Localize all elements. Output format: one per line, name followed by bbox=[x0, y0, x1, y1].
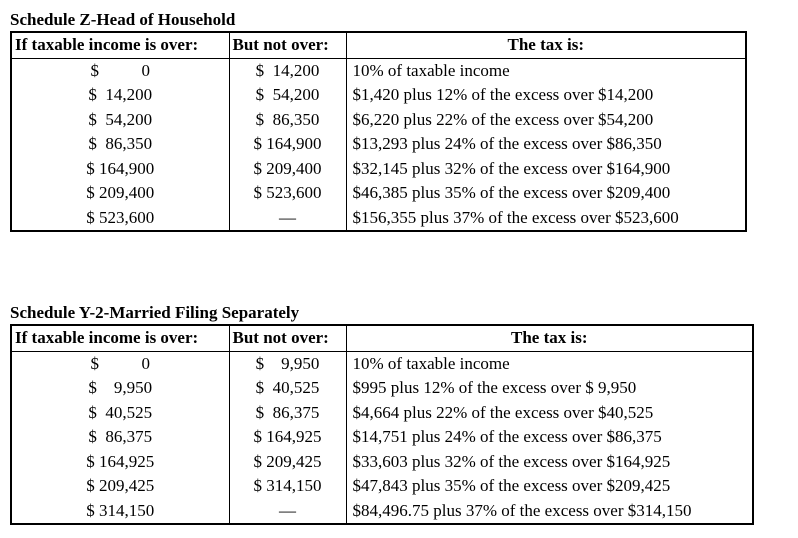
table-row bbox=[11, 83, 746, 108]
header-tax: The tax is: bbox=[346, 32, 746, 58]
cell-over: $ 54,200 bbox=[11, 108, 229, 133]
cell-over: $ 0 bbox=[11, 351, 229, 376]
table-row bbox=[11, 425, 753, 450]
cell-tax: $32,145 plus 32% of the excess over $164,900 bbox=[346, 157, 746, 182]
cell-tax: $33,603 plus 32% of the excess over $164,925 bbox=[346, 450, 753, 475]
cell-tax: $995 plus 12% of the excess over $ 9,950 bbox=[346, 376, 753, 401]
cell-not-over: $ 14,200 bbox=[229, 58, 346, 83]
cell-not-over: $ 86,350 bbox=[229, 108, 346, 133]
table-row bbox=[11, 450, 753, 475]
header-not-over: But not over: bbox=[229, 32, 346, 58]
table-row bbox=[11, 58, 746, 83]
table-header-row bbox=[11, 32, 746, 58]
cell-not-over: $ 164,925 bbox=[229, 425, 346, 450]
header-over: If taxable income is over: bbox=[11, 32, 229, 58]
schedule-title: Schedule Y-2-Married Filing Separately bbox=[10, 303, 300, 322]
header-over: If taxable income is over: bbox=[11, 325, 229, 351]
table-row bbox=[11, 474, 753, 499]
schedule-z bbox=[10, 10, 747, 232]
cell-tax: $1,420 plus 12% of the excess over $14,200 bbox=[346, 83, 746, 108]
cell-over: $ 314,150 bbox=[11, 499, 229, 525]
table-row bbox=[11, 206, 746, 232]
header-not-over: But not over: bbox=[229, 325, 346, 351]
table-row bbox=[11, 181, 746, 206]
cell-tax: $13,293 plus 24% of the excess over $86,350 bbox=[346, 132, 746, 157]
cell-over: $ 14,200 bbox=[11, 83, 229, 108]
cell-over: $ 164,900 bbox=[11, 157, 229, 182]
cell-tax: 10% of taxable income bbox=[346, 58, 746, 83]
cell-not-over: $ 209,425 bbox=[229, 450, 346, 475]
cell-tax: $4,664 plus 22% of the excess over $40,525 bbox=[346, 401, 753, 426]
cell-tax: $156,355 plus 37% of the excess over $523,600 bbox=[346, 206, 746, 232]
tax-table bbox=[10, 324, 754, 525]
cell-tax: $47,843 plus 35% of the excess over $209,425 bbox=[346, 474, 753, 499]
cell-tax: $84,496.75 plus 37% of the excess over $314,150 bbox=[346, 499, 753, 525]
cell-over: $ 209,425 bbox=[11, 474, 229, 499]
table-row bbox=[11, 108, 746, 133]
cell-tax: $14,751 plus 24% of the excess over $86,375 bbox=[346, 425, 753, 450]
header-tax: The tax is: bbox=[346, 325, 753, 351]
cell-not-over: $ 523,600 bbox=[229, 181, 346, 206]
cell-over: $ 86,375 bbox=[11, 425, 229, 450]
cell-not-over: $ 54,200 bbox=[229, 83, 346, 108]
table-row bbox=[11, 376, 753, 401]
schedule-y2 bbox=[10, 303, 754, 525]
cell-not-over: $ 9,950 bbox=[229, 351, 346, 376]
table-row bbox=[11, 157, 746, 182]
cell-not-over: $ 86,375 bbox=[229, 401, 346, 426]
cell-not-over: — bbox=[229, 499, 346, 525]
cell-not-over: $ 209,400 bbox=[229, 157, 346, 182]
cell-not-over: $ 314,150 bbox=[229, 474, 346, 499]
cell-not-over: — bbox=[229, 206, 346, 232]
table-row bbox=[11, 499, 753, 525]
schedule-title: Schedule Z-Head of Household bbox=[10, 10, 236, 29]
cell-not-over: $ 164,900 bbox=[229, 132, 346, 157]
table-row bbox=[11, 351, 753, 376]
cell-tax: $6,220 plus 22% of the excess over $54,200 bbox=[346, 108, 746, 133]
table-header-row bbox=[11, 325, 753, 351]
cell-not-over: $ 40,525 bbox=[229, 376, 346, 401]
cell-over: $ 209,400 bbox=[11, 181, 229, 206]
cell-over: $ 523,600 bbox=[11, 206, 229, 232]
table-row bbox=[11, 132, 746, 157]
cell-tax: $46,385 plus 35% of the excess over $209,400 bbox=[346, 181, 746, 206]
cell-over: $ 0 bbox=[11, 58, 229, 83]
table-row bbox=[11, 401, 753, 426]
cell-tax: 10% of taxable income bbox=[346, 351, 753, 376]
tax-table bbox=[10, 31, 747, 232]
cell-over: $ 164,925 bbox=[11, 450, 229, 475]
cell-over: $ 9,950 bbox=[11, 376, 229, 401]
cell-over: $ 86,350 bbox=[11, 132, 229, 157]
cell-over: $ 40,525 bbox=[11, 401, 229, 426]
